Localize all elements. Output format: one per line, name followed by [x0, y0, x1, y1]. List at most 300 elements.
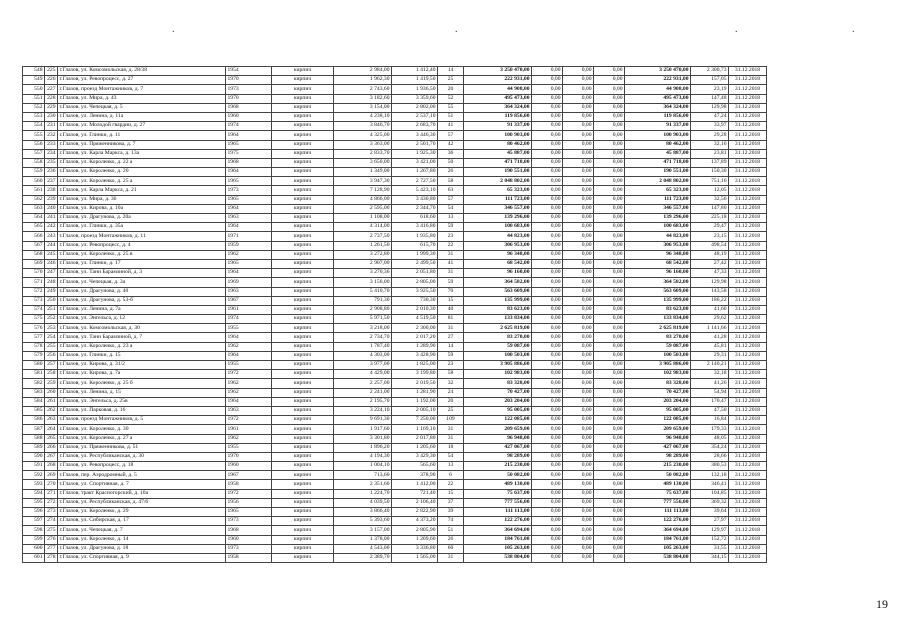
- cell-total-area: 4 303,00: [334, 351, 392, 360]
- cell-cost: 96 948,00: [464, 434, 532, 443]
- cell-year-built: 1965: [226, 259, 272, 268]
- cell-cost-per-sqm: 47,33: [691, 269, 729, 278]
- cell-date: 31.12.2018: [729, 498, 767, 507]
- cell-living-area: 3 925,50: [392, 287, 438, 296]
- cell-deduction-1: 0,00: [532, 324, 563, 333]
- cell-row-number: 551: [23, 94, 45, 103]
- cell-cost: 65 323,00: [464, 186, 532, 195]
- cell-cost-per-sqm: 33,97: [691, 122, 729, 131]
- cell-wall-material: кирпич: [272, 287, 334, 296]
- cell-total-cost: 346 557,00: [625, 204, 691, 213]
- cell-total-cost: 59 087,00: [625, 342, 691, 351]
- cell-item-number: 227: [45, 85, 58, 94]
- cell-address: г.Глазов, ул. Пряженникова, д. 7: [58, 140, 226, 149]
- cell-total-area: 2 743,60: [334, 85, 392, 94]
- cell-year-built: 1973: [226, 85, 272, 94]
- cell-year-built: 1965: [226, 195, 272, 204]
- cell-row-number: 597: [23, 517, 45, 526]
- cell-row-number: 568: [23, 250, 45, 259]
- table-row: [23, 315, 767, 324]
- cell-living-area: 3 199,80: [392, 370, 438, 379]
- cell-date: 31.12.2018: [729, 158, 767, 167]
- cell-cost: 70 427,00: [464, 388, 532, 397]
- cell-date: 31.12.2018: [729, 287, 767, 296]
- cell-wall-material: кирпич: [272, 195, 334, 204]
- table-row: [23, 406, 767, 415]
- cell-deduction-3: 0,00: [594, 480, 625, 489]
- cell-living-area: 2 019,50: [392, 379, 438, 388]
- cell-deduction-3: 0,00: [594, 315, 625, 324]
- cell-item-number: 239: [45, 195, 58, 204]
- cell-row-number: 600: [23, 544, 45, 553]
- cell-deduction-3: 0,00: [594, 324, 625, 333]
- cell-row-number: 594: [23, 489, 45, 498]
- table-row: [23, 278, 767, 287]
- cell-wall-material: кирпич: [272, 342, 334, 351]
- cell-deduction-2: 0,00: [563, 177, 594, 186]
- cell-address: г.Глазов, тракт Красногорский, д. 10а: [58, 489, 226, 498]
- cell-living-area: 1 412,00: [392, 480, 438, 489]
- cell-living-area: 3 428,90: [392, 351, 438, 360]
- cell-deduction-2: 0,00: [563, 452, 594, 461]
- cell-year-built: 1973: [226, 186, 272, 195]
- cell-item-number: 232: [45, 131, 58, 140]
- cell-year-built: 1964: [226, 397, 272, 406]
- cell-residents: 55: [438, 103, 464, 112]
- cell-deduction-2: 0,00: [563, 250, 594, 259]
- cell-total-cost: 75 637,00: [625, 489, 691, 498]
- table-row: [23, 67, 767, 76]
- cell-date: 31.12.2018: [729, 259, 767, 268]
- cell-year-built: 1958: [226, 480, 272, 489]
- table-row: [23, 333, 767, 342]
- cell-cost: 44 908,00: [464, 85, 532, 94]
- cell-deduction-2: 0,00: [563, 434, 594, 443]
- cell-deduction-1: 0,00: [532, 204, 563, 213]
- table-row: [23, 526, 767, 535]
- cell-total-cost: 83 623,00: [625, 305, 691, 314]
- cell-deduction-1: 0,00: [532, 333, 563, 342]
- cell-deduction-1: 0,00: [532, 259, 563, 268]
- cell-total-cost: 96 948,00: [625, 434, 691, 443]
- cell-deduction-3: 0,00: [594, 351, 625, 360]
- cell-deduction-2: 0,00: [563, 232, 594, 241]
- cell-cost: 495 473,00: [464, 94, 532, 103]
- cell-total-cost: 122 085,00: [625, 416, 691, 425]
- cell-deduction-1: 0,00: [532, 103, 563, 112]
- cell-date: 31.12.2018: [729, 269, 767, 278]
- cell-residents: 31: [438, 553, 464, 562]
- cell-year-built: 1970: [226, 76, 272, 85]
- cell-deduction-2: 0,00: [563, 462, 594, 471]
- cell-total-area: 5 393,60: [334, 517, 392, 526]
- cell-item-number: 256: [45, 351, 58, 360]
- cell-residents: 58: [438, 177, 464, 186]
- cell-row-number: 583: [23, 388, 45, 397]
- cell-residents: 6: [438, 471, 464, 480]
- cell-wall-material: кирпич: [272, 186, 334, 195]
- cell-total-cost: 105 263,00: [625, 544, 691, 553]
- cell-row-number: 552: [23, 103, 45, 112]
- table-row: [23, 122, 767, 131]
- cell-year-built: 1969: [226, 278, 272, 287]
- cell-item-number: 229: [45, 103, 58, 112]
- cell-cost: 364 582,00: [464, 278, 532, 287]
- cell-deduction-3: 0,00: [594, 342, 625, 351]
- cell-deduction-2: 0,00: [563, 204, 594, 213]
- cell-total-cost: 83 270,00: [625, 333, 691, 342]
- cell-date: 31.12.2018: [729, 67, 767, 76]
- cell-item-number: 259: [45, 379, 58, 388]
- cell-year-built: 1970: [226, 94, 272, 103]
- cell-cost-per-sqm: 498,54: [691, 241, 729, 250]
- cell-wall-material: кирпич: [272, 241, 334, 250]
- cell-deduction-3: 0,00: [594, 553, 625, 562]
- cell-wall-material: кирпич: [272, 471, 334, 480]
- cell-total-area: 1 917,60: [334, 425, 392, 434]
- cell-deduction-1: 0,00: [532, 232, 563, 241]
- cell-total-cost: 139 296,00: [625, 214, 691, 223]
- cell-residents: 14: [438, 342, 464, 351]
- cell-date: 31.12.2018: [729, 195, 767, 204]
- cell-cost: 215 230,00: [464, 462, 532, 471]
- cell-living-area: 2 683,70: [392, 122, 438, 131]
- cell-date: 31.12.2018: [729, 131, 767, 140]
- cell-total-cost: 3 250 470,00: [625, 67, 691, 76]
- cell-item-number: 261: [45, 397, 58, 406]
- cell-cost-per-sqm: 147,48: [691, 94, 729, 103]
- cell-residents: 109: [438, 416, 464, 425]
- cell-date: 31.12.2018: [729, 76, 767, 85]
- cell-date: 31.12.2018: [729, 397, 767, 406]
- cell-total-area: 2 351,60: [334, 480, 392, 489]
- cell-cost: 59 087,00: [464, 342, 532, 351]
- cell-deduction-1: 0,00: [532, 370, 563, 379]
- scan-mark: .: [172, 24, 175, 35]
- cell-residents: 74: [438, 517, 464, 526]
- cell-address: г.Глазов, ул. Тани Барамзиной, д. 3: [58, 269, 226, 278]
- cell-cost-per-sqm: 152,72: [691, 535, 729, 544]
- cell-address: г.Глазов, ул. Чепецкая, д. 3а: [58, 278, 226, 287]
- cell-living-area: 1 935,80: [392, 232, 438, 241]
- cell-total-area: 2 241,00: [334, 388, 392, 397]
- cell-address: г.Глазов, ул. Короленко, д. 25 а: [58, 177, 226, 186]
- table-row: [23, 232, 767, 241]
- cell-item-number: 234: [45, 149, 58, 158]
- cell-deduction-2: 0,00: [563, 67, 594, 76]
- cell-address: г.Глазов, ул. Драгунова, д. 20а: [58, 214, 226, 223]
- table-row: [23, 103, 767, 112]
- cell-date: 31.12.2018: [729, 103, 767, 112]
- cell-cost: 3 905 886,00: [464, 361, 532, 370]
- cell-deduction-3: 0,00: [594, 241, 625, 250]
- cell-date: 31.12.2018: [729, 223, 767, 232]
- cell-cost: 3 250 470,00: [464, 67, 532, 76]
- cell-cost: 777 556,00: [464, 498, 532, 507]
- cell-year-built: 1955: [226, 443, 272, 452]
- cell-deduction-1: 0,00: [532, 553, 563, 562]
- cell-deduction-3: 0,00: [594, 517, 625, 526]
- cell-deduction-1: 0,00: [532, 443, 563, 452]
- cell-wall-material: кирпич: [272, 168, 334, 177]
- cell-living-area: 2 537,10: [392, 112, 438, 121]
- table-row: [23, 305, 767, 314]
- cell-deduction-3: 0,00: [594, 471, 625, 480]
- cell-date: 31.12.2018: [729, 517, 767, 526]
- table-row: [23, 85, 767, 94]
- cell-deduction-2: 0,00: [563, 535, 594, 544]
- cell-living-area: 1 205,60: [392, 443, 438, 452]
- cell-residents: 70: [438, 287, 464, 296]
- cell-deduction-1: 0,00: [532, 269, 563, 278]
- cell-year-built: 1963: [226, 406, 272, 415]
- cell-row-number: 563: [23, 204, 45, 213]
- cell-total-cost: 222 931,00: [625, 76, 691, 85]
- cell-living-area: 378,90: [392, 471, 438, 480]
- cell-deduction-3: 0,00: [594, 214, 625, 223]
- cell-living-area: 2 805,90: [392, 526, 438, 535]
- cell-deduction-2: 0,00: [563, 149, 594, 158]
- cell-residents: 25: [438, 406, 464, 415]
- cell-item-number: 270: [45, 480, 58, 489]
- cell-living-area: 3 421,00: [392, 158, 438, 167]
- cell-cost-per-sqm: 186,22: [691, 296, 729, 305]
- cell-deduction-1: 0,00: [532, 544, 563, 553]
- cell-address: г.Глазов, ул. Ревопроцесс, д. 18: [58, 462, 226, 471]
- table-row: [23, 498, 767, 507]
- cell-cost: 100 683,00: [464, 223, 532, 232]
- table-row: [23, 131, 767, 140]
- housing-register-table: [22, 66, 767, 563]
- cell-wall-material: кирпич: [272, 526, 334, 535]
- table-row: [23, 379, 767, 388]
- cell-row-number: 580: [23, 361, 45, 370]
- cell-residents: 63: [438, 186, 464, 195]
- cell-cost-per-sqm: 143,58: [691, 287, 729, 296]
- table-row: [23, 250, 767, 259]
- table-row: [23, 553, 767, 562]
- table-row: [23, 370, 767, 379]
- cell-deduction-3: 0,00: [594, 397, 625, 406]
- cell-date: 31.12.2018: [729, 443, 767, 452]
- cell-deduction-2: 0,00: [563, 103, 594, 112]
- cell-total-cost: 100 903,00: [625, 131, 691, 140]
- table-row: [23, 517, 767, 526]
- cell-wall-material: кирпич: [272, 223, 334, 232]
- cell-year-built: 1975: [226, 149, 272, 158]
- cell-residents: 51: [438, 112, 464, 121]
- cell-row-number: 549: [23, 76, 45, 85]
- cell-total-area: 2 389,70: [334, 553, 392, 562]
- cell-wall-material: кирпич: [272, 370, 334, 379]
- cell-wall-material: кирпич: [272, 103, 334, 112]
- cell-deduction-1: 0,00: [532, 508, 563, 517]
- cell-address: г.Глазов, ул. Парковая, д. 16: [58, 406, 226, 415]
- table-row: [23, 214, 767, 223]
- cell-living-area: 615,70: [392, 241, 438, 250]
- cell-residents: 41: [438, 122, 464, 131]
- cell-total-area: 3 182,60: [334, 94, 392, 103]
- cell-total-area: 4 325,00: [334, 131, 392, 140]
- cell-wall-material: кирпич: [272, 158, 334, 167]
- cell-residents: 23: [438, 232, 464, 241]
- cell-row-number: 560: [23, 177, 45, 186]
- cell-date: 31.12.2018: [729, 168, 767, 177]
- cell-deduction-2: 0,00: [563, 406, 594, 415]
- cell-living-area: 1 936,50: [392, 85, 438, 94]
- cell-living-area: 565,60: [392, 462, 438, 471]
- cell-wall-material: кирпич: [272, 480, 334, 489]
- cell-deduction-2: 0,00: [563, 112, 594, 121]
- cell-row-number: 553: [23, 112, 45, 121]
- cell-total-cost: 100 503,00: [625, 351, 691, 360]
- cell-cost: 83 623,00: [464, 305, 532, 314]
- cell-living-area: 7 250,00: [392, 416, 438, 425]
- cell-deduction-1: 0,00: [532, 195, 563, 204]
- table-row: [23, 177, 767, 186]
- cell-deduction-3: 0,00: [594, 498, 625, 507]
- cell-total-cost: 135 999,00: [625, 296, 691, 305]
- cell-deduction-3: 0,00: [594, 269, 625, 278]
- table-row: [23, 342, 767, 351]
- cell-row-number: 579: [23, 351, 45, 360]
- table-row: [23, 480, 767, 489]
- cell-total-cost: 190 551,00: [625, 168, 691, 177]
- cell-cost: 75 637,00: [464, 489, 532, 498]
- cell-year-built: 1964: [226, 204, 272, 213]
- cell-deduction-2: 0,00: [563, 517, 594, 526]
- cell-address: г.Глазов, ул. Кирова, д. 7а: [58, 370, 226, 379]
- cell-year-built: 1965: [226, 140, 272, 149]
- cell-cost-per-sqm: 28,66: [691, 452, 729, 461]
- cell-item-number: 260: [45, 388, 58, 397]
- cell-residents: 24: [438, 388, 464, 397]
- cell-deduction-1: 0,00: [532, 351, 563, 360]
- cell-address: г.Глазов, ул. Короленко, д. 29: [58, 508, 226, 517]
- cell-cost: 111 723,00: [464, 195, 532, 204]
- cell-deduction-2: 0,00: [563, 259, 594, 268]
- cell-row-number: 569: [23, 259, 45, 268]
- cell-wall-material: кирпич: [272, 489, 334, 498]
- cell-total-area: 7 128,90: [334, 186, 392, 195]
- cell-address: г.Глазов, ул. Комсомольская, д. 30: [58, 324, 226, 333]
- cell-cost: 2 625 819,00: [464, 324, 532, 333]
- cell-item-number: 228: [45, 94, 58, 103]
- cell-cost-per-sqm: 39,64: [691, 508, 729, 517]
- cell-residents: 54: [438, 204, 464, 213]
- cell-cost-per-sqm: 16,84: [691, 416, 729, 425]
- cell-cost-per-sqm: 380,53: [691, 462, 729, 471]
- cell-residents: 26: [438, 535, 464, 544]
- cell-living-area: 4 373,20: [392, 517, 438, 526]
- cell-deduction-3: 0,00: [594, 416, 625, 425]
- cell-total-cost: 563 609,00: [625, 287, 691, 296]
- cell-total-cost: 80 462,00: [625, 140, 691, 149]
- table-row: [23, 434, 767, 443]
- cell-living-area: 2 802,00: [392, 103, 438, 112]
- cell-deduction-3: 0,00: [594, 149, 625, 158]
- cell-deduction-2: 0,00: [563, 370, 594, 379]
- cell-total-area: 3 866,40: [334, 508, 392, 517]
- cell-cost: 100 903,00: [464, 131, 532, 140]
- cell-deduction-1: 0,00: [532, 315, 563, 324]
- cell-wall-material: кирпич: [272, 333, 334, 342]
- cell-date: 31.12.2018: [729, 333, 767, 342]
- cell-wall-material: кирпич: [272, 553, 334, 562]
- cell-total-area: 1 261,50: [334, 241, 392, 250]
- scan-mark: .: [852, 24, 855, 35]
- cell-year-built: 1964: [226, 269, 272, 278]
- cell-cost-per-sqm: 27,42: [691, 259, 729, 268]
- cell-row-number: 596: [23, 508, 45, 517]
- cell-cost: 203 204,00: [464, 397, 532, 406]
- cell-deduction-3: 0,00: [594, 259, 625, 268]
- cell-cost-per-sqm: 132,18: [691, 471, 729, 480]
- table-row: [23, 508, 767, 517]
- cell-residents: 42: [438, 140, 464, 149]
- cell-row-number: 595: [23, 498, 45, 507]
- cell-deduction-3: 0,00: [594, 370, 625, 379]
- cell-cost: 80 462,00: [464, 140, 532, 149]
- cell-total-cost: 133 834,00: [625, 315, 691, 324]
- cell-date: 31.12.2018: [729, 85, 767, 94]
- cell-cost: 364 694,00: [464, 526, 532, 535]
- cell-total-area: 4 238,10: [334, 112, 392, 121]
- cell-cost: 105 263,00: [464, 544, 532, 553]
- cell-wall-material: кирпич: [272, 462, 334, 471]
- cell-wall-material: кирпич: [272, 452, 334, 461]
- cell-deduction-3: 0,00: [594, 406, 625, 415]
- cell-living-area: 1 412,40: [392, 67, 438, 76]
- cell-residents: 52: [438, 94, 464, 103]
- cell-total-cost: 96 160,00: [625, 269, 691, 278]
- cell-wall-material: кирпич: [272, 361, 334, 370]
- cell-item-number: 252: [45, 315, 58, 324]
- cell-wall-material: кирпич: [272, 379, 334, 388]
- cell-residents: 40: [438, 305, 464, 314]
- cell-deduction-1: 0,00: [532, 535, 563, 544]
- cell-row-number: 592: [23, 471, 45, 480]
- cell-residents: 14: [438, 67, 464, 76]
- cell-living-area: 2 727,50: [392, 177, 438, 186]
- cell-cost-per-sqm: 29,31: [691, 351, 729, 360]
- cell-total-area: 4 314,00: [334, 223, 392, 232]
- cell-total-area: 713,60: [334, 471, 392, 480]
- cell-deduction-3: 0,00: [594, 526, 625, 535]
- cell-deduction-1: 0,00: [532, 452, 563, 461]
- cell-deduction-3: 0,00: [594, 85, 625, 94]
- cell-item-number: 271: [45, 489, 58, 498]
- cell-cost: 427 067,00: [464, 443, 532, 452]
- cell-year-built: 1963: [226, 287, 272, 296]
- cell-year-built: 1961: [226, 305, 272, 314]
- cell-total-cost: 102 983,00: [625, 370, 691, 379]
- cell-deduction-1: 0,00: [532, 177, 563, 186]
- cell-deduction-3: 0,00: [594, 168, 625, 177]
- table-row: [23, 462, 767, 471]
- cell-residents: 13: [438, 214, 464, 223]
- cell-cost: 44 823,00: [464, 232, 532, 241]
- cell-cost-per-sqm: 344,15: [691, 553, 729, 562]
- cell-total-area: 4 429,00: [334, 370, 392, 379]
- cell-deduction-1: 0,00: [532, 214, 563, 223]
- cell-deduction-2: 0,00: [563, 122, 594, 131]
- cell-date: 31.12.2018: [729, 112, 767, 121]
- cell-deduction-2: 0,00: [563, 333, 594, 342]
- cell-year-built: 1965: [226, 508, 272, 517]
- cell-wall-material: кирпич: [272, 416, 334, 425]
- cell-deduction-3: 0,00: [594, 333, 625, 342]
